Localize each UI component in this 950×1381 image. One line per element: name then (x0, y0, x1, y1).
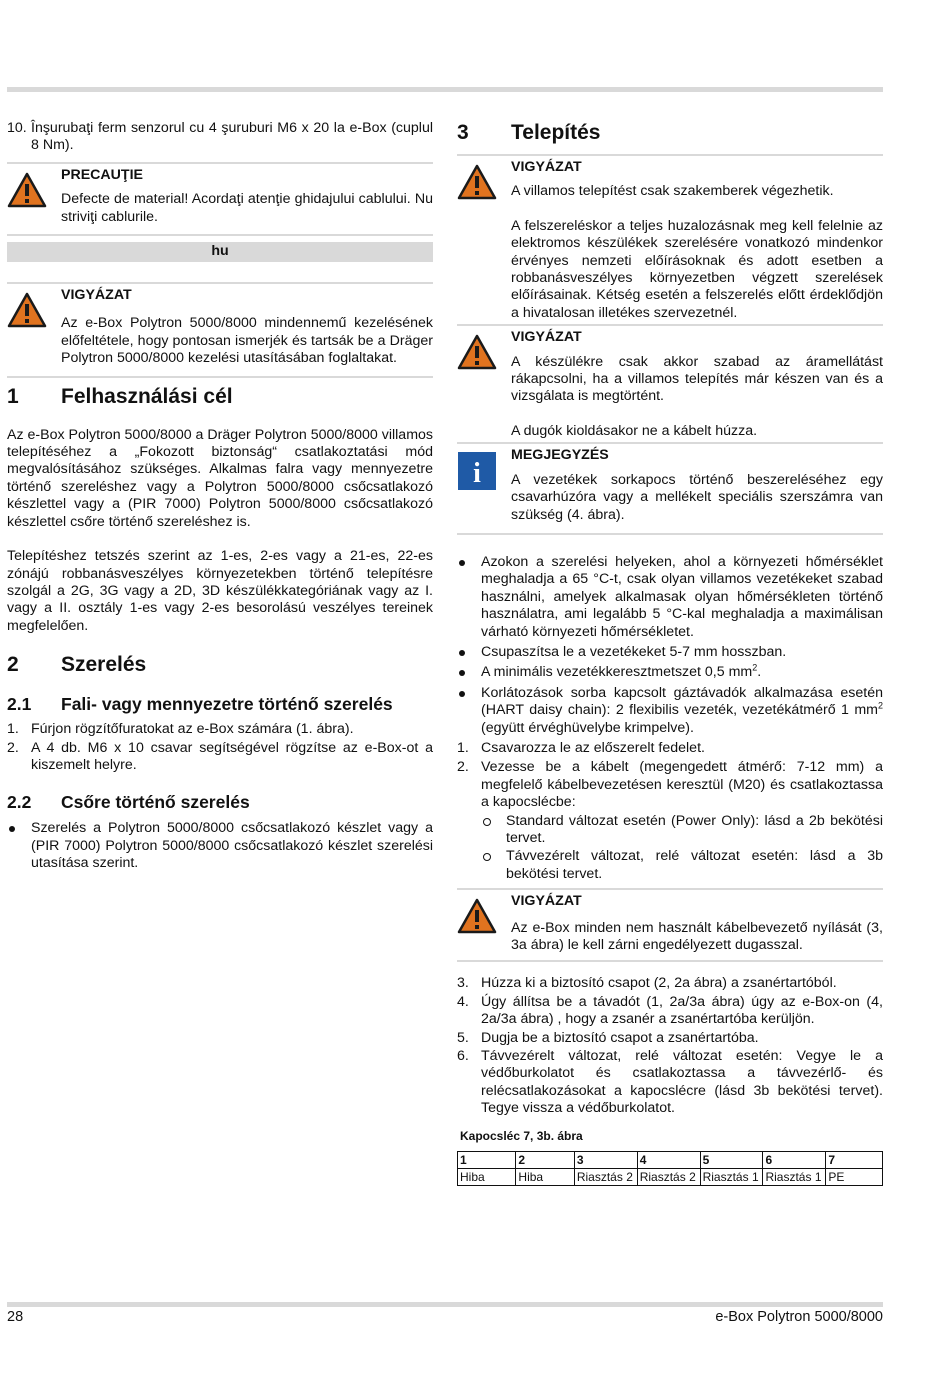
list-item: 2. Vezesse be a kábelt (megengedett átmérő: 7-12 mm) a megfelelő kábelbevezetésen keresztül (M20) és csatlakoztassa a kapocslécbe: (457, 759, 883, 811)
bullet-icon (459, 670, 465, 676)
notice-text: Az e-Box Polytron 5000/8000 mindennemű kezelésének előfeltétele, hogy pontosan ismerjék és tartsák be a Dräger Polytron 5000/8000 kezelési utasításában foglaltakat. (61, 315, 433, 367)
notice-text: Defecte de material! Acordaţi atenţie ghidajului cablului. Nu striviţi cablurile. (61, 191, 433, 225)
list-item: Standard változat esetén (Power Only): lásd a 2b bekötési tervet. (481, 813, 883, 848)
vigyazat-notice-3 (457, 324, 883, 442)
step-10-list (7, 120, 433, 155)
notice-title: VIGYÁZAT (511, 329, 582, 346)
section-1-paragraph-1: Az e-Box Polytron 5000/8000 a Dräger Polytron 5000/8000 villamos telepítéséhez a „Fokozott biztonság“ csatlakoztatási mód megvalósításához szükséges. Alkalmas falra vagy mennyezetre történő szereléshez vagy a Polytron 5000/8000 csőcsatlakozó készlettel vagy a (PIR 7000) Polytron 5000/8000 csőcsatlakozó készlettel csőre történő szereléshez is. (7, 426, 433, 530)
right-column (457, 120, 883, 1186)
list-item: 1. Csavarozza le az előszerelt fedelet. (457, 739, 705, 756)
warning-triangle-icon (457, 898, 497, 934)
footer-product-name: e-Box Polytron 5000/8000 (715, 1309, 883, 1325)
list-item: 4. Úgy állítsa be a távadót (1, 2a/3a ábra) úgy az e-Box-on (4, 2a/3a ábra) , hogy a zsanér a zsanértartóba kerüljön. (457, 993, 883, 1028)
megjegyzes-notice (457, 442, 883, 535)
section-2-2-heading: 2.2 Csőre történő szerelés (7, 792, 250, 813)
vigyazat-notice-1 (7, 282, 433, 376)
svg-text:i: i (473, 458, 481, 490)
list-item: 10. Înşurubaţi ferm senzorul cu 4 şuruburi M6 x 20 la e-Box (cuplul 8 Nm). (7, 120, 433, 154)
left-column (7, 120, 433, 876)
bullet-icon (459, 691, 465, 697)
list-item: Azokon a szerelési helyeken, ahol a környezeti hőmérséklet meghaladja a 65 °C-t, csak olyan villamos vezetékeket szabad használni, amelyek alkalmasak olyan hőmérsékleten történő használatra, ami legalább 5 °C-kal meghaladja a maximálisan várható környezeti hőmérsékletet. (457, 554, 883, 641)
table-cell: 4 (637, 1152, 700, 1169)
notice-text: A készülékre csak akkor szabad az áramellátást rákapcsolni, ha a villamos telepítés már készen van és a vizsgálata is megtörtént. (511, 353, 883, 405)
list-item: 2. A 4 db. M6 x 10 csavar segítségével rögzítse az e-Box-ot a kiszemelt helyre. (7, 739, 433, 773)
table-caption: Kapocsléc 7, 3b. ábra (460, 1128, 583, 1143)
notice-bottom-rule (7, 376, 433, 378)
list-item: A minimális vezetékkeresztmetszet 0,5 $mm^2$. (457, 664, 883, 681)
notice-title: VIGYÁZAT (511, 159, 582, 175)
table-row (458, 1169, 883, 1186)
warning-triangle-icon (7, 172, 47, 208)
precautie-notice (7, 162, 433, 236)
list-item: Szerelés a Polytron 5000/8000 csőcsatlakozó készlet vagy a (PIR 7000) Polytron 5000/8000 csőcsatlakozó készlet szerelési utasítása szerint. (7, 820, 433, 872)
table-cell: PE (826, 1169, 883, 1186)
vigyazat-notice-2 (457, 154, 883, 324)
bullet-icon (459, 650, 465, 656)
list-item: 5. Dugja be a biztosító csapot a zsanértartóba. (457, 1029, 759, 1046)
table-cell: 7 (826, 1152, 883, 1169)
table-cell: 6 (763, 1152, 826, 1169)
header-rule (7, 87, 883, 92)
table-cell: 5 (700, 1152, 763, 1169)
list-item: Korlátozások sorba kapcsolt gáztávadók alkalmazása esetén (HART daisy chain): 2 flexibilis vezeték, vezetékátmérő 1 $mm^2$ (együtt érvéghüvelybe krimpelve). (457, 685, 883, 737)
section-1-heading: 1 Felhasználási cél (7, 384, 233, 408)
vigyazat-notice-4 (457, 888, 883, 962)
section-1-paragraph-2: Telepítéshez tetszés szerint az 1-es, 2-es vagy a 21-es, 22-es zónájú robbanásveszélyes környezetekben történő telepítésre szolgál a 2G, 3G vagy a 2D, 3D készülékkategóriának vagy az I. vagy a II. osztály 1-es vagy 2-es besorolású veszélyes tereinek megfelelően. (7, 548, 433, 634)
table-cell: Riasztás 1 (763, 1169, 826, 1186)
table-cell: Riasztás 1 (700, 1169, 763, 1186)
section-2-heading: 2 Szerelés (7, 653, 147, 677)
notice-text: A villamos telepítést csak szakemberek végezhetik. (511, 183, 834, 200)
section-2-1-steps (7, 721, 433, 774)
warning-triangle-icon (457, 164, 497, 200)
table-cell: 1 (458, 1152, 516, 1169)
terminal-table (457, 1151, 883, 1186)
section-3-heading: 3 Telepítés (457, 121, 601, 144)
list-item: 6. Távvezérelt változat, relé változat esetén: Vegye le a védőburkolatot és csatlakoztassa a távvezérlő- és relécsatlakozásokat a kapocslécre (lásd 3b bekötési tervet). Tegye vissza a védőburkolatot. (457, 1048, 883, 1117)
wiring-plan-sublist (481, 813, 883, 884)
table-cell: 3 (574, 1152, 637, 1169)
circle-bullet-icon (483, 853, 491, 861)
list-item: 1. Fúrjon rögzítőfuratokat az e-Box számára (1. ábra). (7, 721, 354, 738)
notice-title: PRECAUŢIE (61, 166, 143, 183)
warning-triangle-icon (457, 334, 497, 370)
table-cell: Hiba (516, 1169, 574, 1186)
notice-title: VIGYÁZAT (61, 287, 132, 304)
table-cell: 2 (516, 1152, 574, 1169)
notice-text: A felszereléskor a teljes huzalozásnak meg kell felelnie az elektromos készülékek szerelésére vonatkozó mindenkor érvényes nemzeti előírásoknak és adott esetben a robbanásveszélyes környezetben végzett szerelések előírásainak. Kétség esetén a felszerelés előtt érdeklődjön a hivatalosan illetékes szervezetnél. (511, 217, 883, 321)
notice-text: A dugók kioldásakor ne a kábelt húzza. (511, 422, 758, 439)
notice-text: A vezetékek sorkapocs történő beszereléséhez egy csavarhúzóra vagy a mellékelt speciális szerszámra van szükség (4. ábra). (511, 471, 883, 523)
info-icon (457, 451, 497, 491)
bullet-icon (9, 826, 15, 832)
table-cell: Hiba (458, 1169, 516, 1186)
footer-rule (7, 1302, 883, 1307)
table-cell: Riasztás 2 (637, 1169, 700, 1186)
page-number: 28 (7, 1309, 24, 1325)
section-2-1-heading: 2.1 Fali- vagy mennyezetre történő szerelés (7, 694, 393, 715)
notice-title: MEGJEGYZÉS (511, 447, 609, 464)
notice-text: Az e-Box minden nem használt kábelbevezető nyílását (3, 3a ábra) le kell zárni engedélyezett dugasszal. (511, 919, 883, 954)
table-cell: Riasztás 2 (574, 1169, 637, 1186)
list-item: Csupaszítsa le a vezetékeket 5-7 mm hosszban. (457, 644, 883, 661)
notice-title: VIGYÁZAT (511, 893, 582, 910)
list-item: 3. Húzza ki a biztosító csapot (2, 2a ábra) a zsanértartóból. (457, 975, 837, 992)
section-2-2-bullets (7, 820, 433, 872)
table-header-row (458, 1152, 883, 1169)
installation-steps-a (457, 740, 883, 812)
language-bar: hu (7, 242, 433, 262)
installation-bullets (457, 554, 883, 737)
list-item: Távvezérelt változat, relé változat esetén: lásd a 3b bekötési tervet. (481, 848, 883, 883)
circle-bullet-icon (483, 818, 491, 826)
installation-steps-b (457, 975, 883, 1117)
warning-triangle-icon (7, 292, 47, 328)
bullet-icon (459, 560, 465, 566)
